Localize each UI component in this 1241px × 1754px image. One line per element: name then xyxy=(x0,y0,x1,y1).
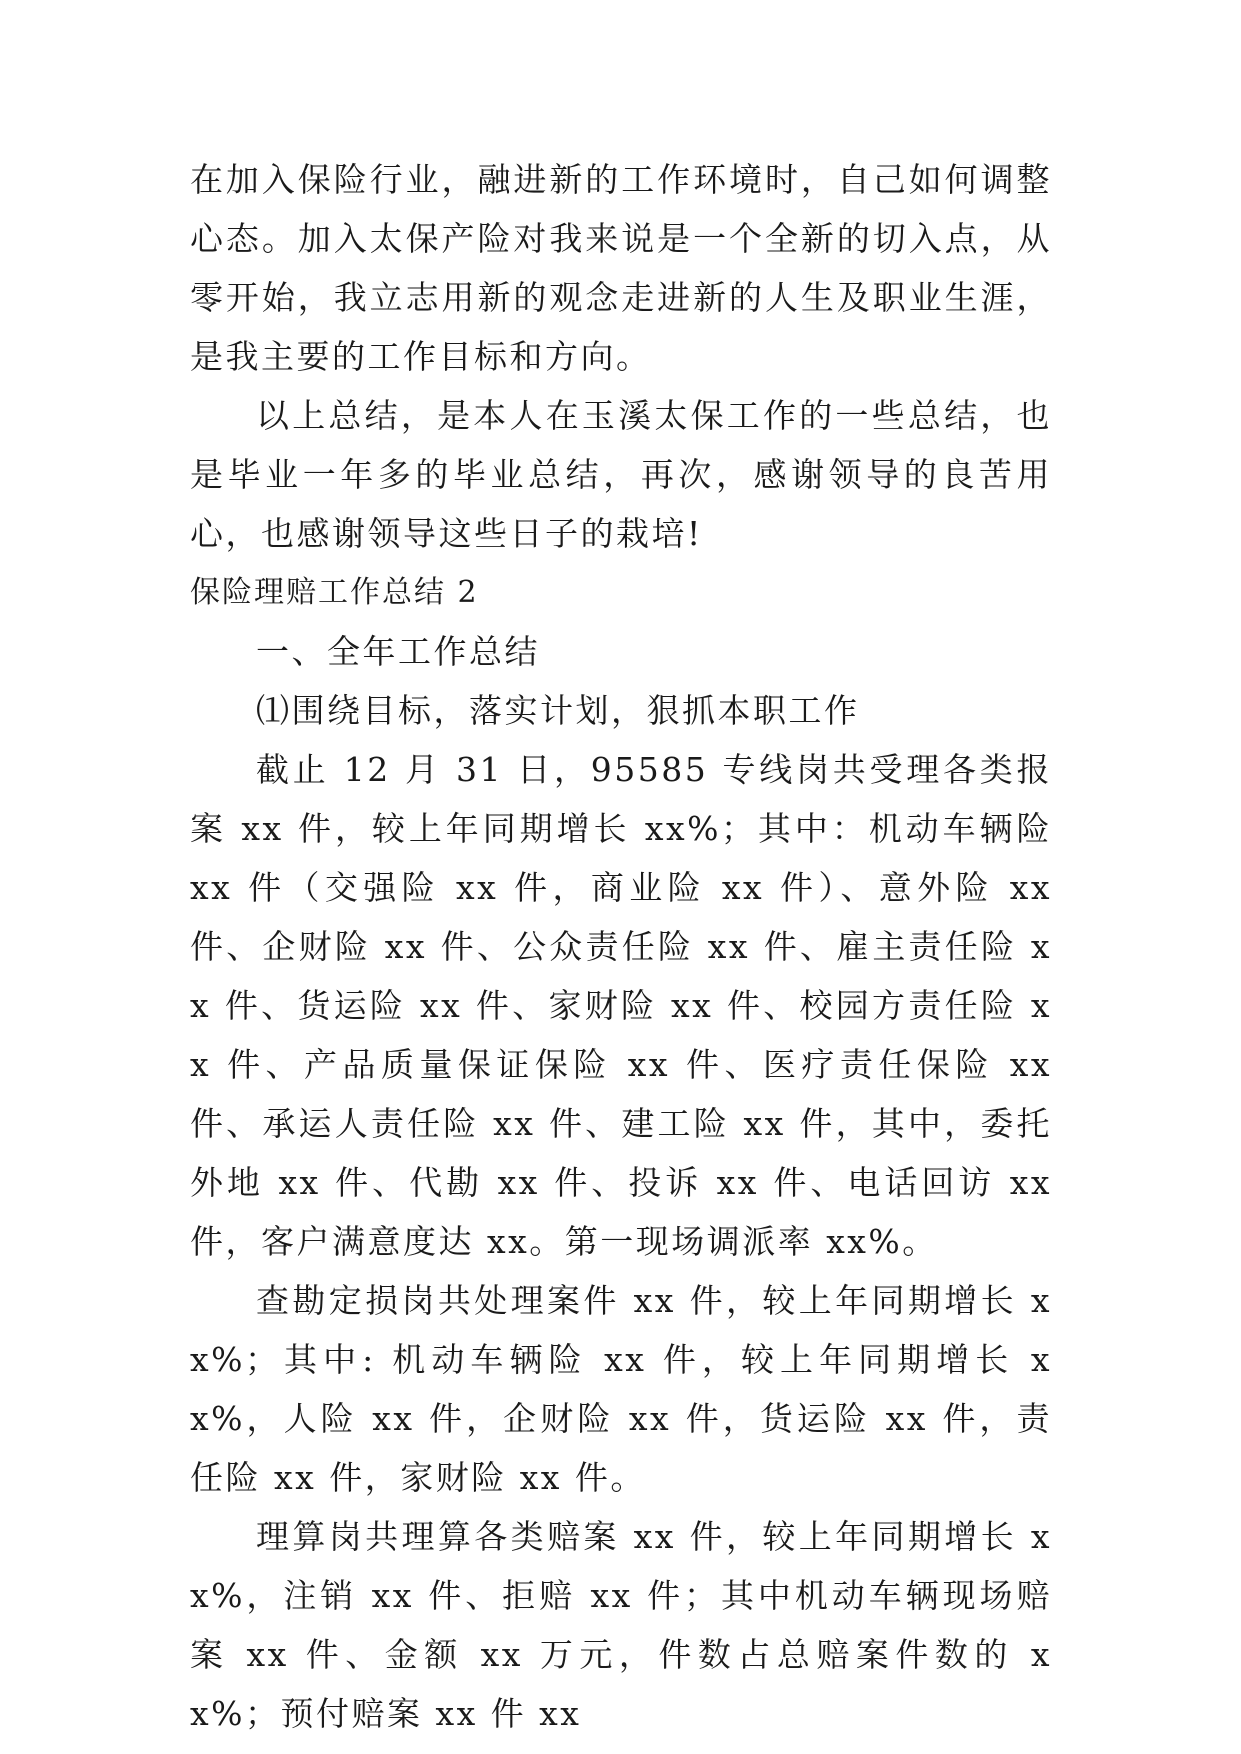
hotline-paragraph: 截止 12 月 31 日，95585 专线岗共受理各类报案 xx 件，较上年同期增长 xx%；其中：机动车辆险 xx 件（交强险 xx 件，商业险 xx 件）、意外险 xx 件、企财险 xx 件、公众责任险 xx 件、雇主责任险 xx 件、货运险 xx 件、家财险 xx 件、校园方责任险 xx 件、产品质量保证保险 xx 件、医疗责任保险 xx 件、承运人责任险 xx 件、建工险 xx 件，其中，委托外地 xx 件、代勘 xx 件、投诉 xx 件、电话回访 xx 件，客户满意度达 xx。第一现场调派率 xx%。 xyxy=(190,750,1052,1261)
subsection-heading: 一、全年工作总结 xyxy=(256,632,540,671)
closing-paragraph: 以上总结，是本人在玉溪太保工作的一些总结，也是毕业一年多的毕业总结，再次，感谢领导的良苦用心，也感谢领导这些日子的栽培! xyxy=(190,396,1052,553)
subsection-item: ⑴围绕目标，落实计划，狠抓本职工作 xyxy=(256,691,860,730)
document-page xyxy=(190,150,1052,1743)
settlement-paragraph: 理算岗共理算各类赔案 xx 件，较上年同期增长 xx%，注销 xx 件、拒赔 xx 件；其中机动车辆现场赔案 xx 件、金额 xx 万元，件数占总赔案件数的 xx%；预付赔案 xx 件 xx xyxy=(190,1517,1052,1733)
section-title: 保险理赔工作总结 2 xyxy=(190,575,479,610)
intro-paragraph: 在加入保险行业，融进新的工作环境时，自己如何调整心态。加入太保产险对我来说是一个全新的切入点，从零开始，我立志用新的观念走进新的人生及职业生涯，是我主要的工作目标和方向。 xyxy=(190,160,1052,376)
survey-paragraph: 查勘定损岗共处理案件 xx 件，较上年同期增长 xx%；其中: 机动车辆险 xx 件，较上年同期增长 xx%，人险 xx 件，企财险 xx 件，货运险 xx 件，责任险 xx 件，家财险 xx 件。 xyxy=(190,1281,1052,1497)
